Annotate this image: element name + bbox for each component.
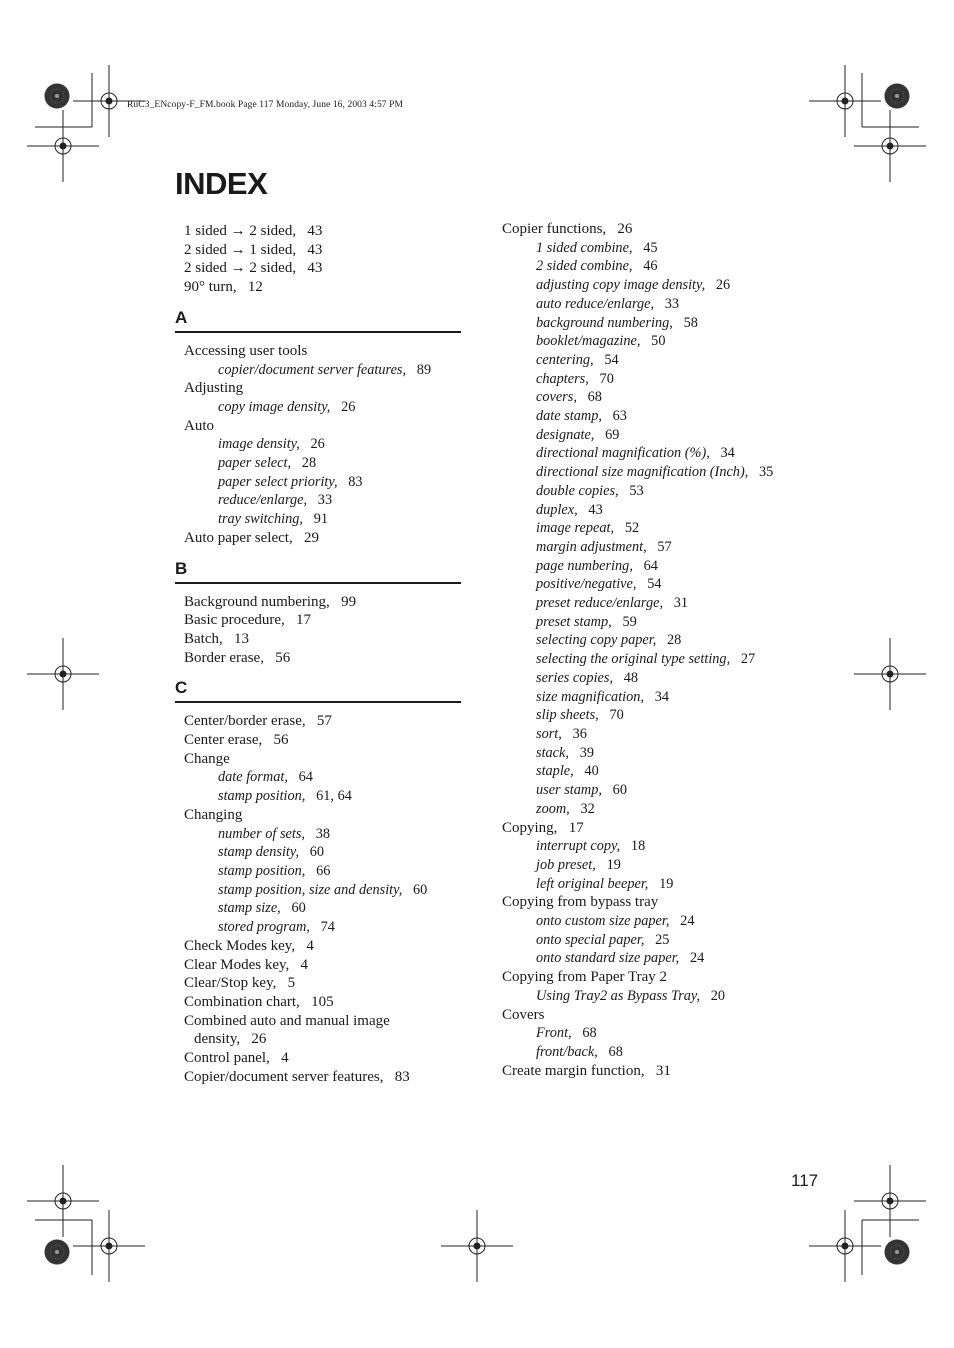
registration-mark (854, 638, 926, 710)
index-subentry (175, 398, 461, 417)
entry-term: Changing (184, 806, 243, 823)
index-subentry (502, 314, 832, 333)
index-subentry (175, 899, 461, 918)
entry-term: designate, (536, 426, 595, 443)
index-subentry (502, 631, 832, 650)
entry-term: date format, (218, 769, 288, 786)
entry-page-ref: 28 (667, 632, 682, 649)
registration-mark (27, 638, 99, 710)
entry-term: preset reduce/enlarge, (536, 595, 664, 612)
entry-page-ref: 54 (604, 351, 619, 368)
index-entry (175, 649, 461, 668)
entry-page-ref: 61, 64 (316, 788, 352, 805)
entry-page-ref: 54 (647, 576, 662, 593)
entry-term: interrupt copy, (536, 838, 621, 855)
entry-term: staple, (536, 763, 574, 780)
index-subentry (502, 444, 832, 463)
index-subentry (502, 650, 832, 669)
entry-page-ref: 39 (579, 744, 594, 761)
entry-term: Adjusting (184, 380, 244, 397)
entry-term: stamp position, size and density, (218, 881, 403, 898)
entry-term: auto reduce/enlarge, (536, 295, 655, 312)
section-letter-heading: C (175, 678, 461, 703)
entry-page-ref: 91 (313, 511, 329, 528)
entry-page-ref: 74 (320, 919, 335, 936)
color-rosette-mark (885, 84, 910, 109)
entry-term: centering, (536, 351, 594, 368)
entry-page-ref: 38 (315, 825, 330, 842)
index-entry (175, 993, 461, 1012)
index-subentry (502, 781, 832, 800)
entry-term: Clear/Stop key, (184, 975, 277, 992)
entry-term: Copying, (502, 819, 558, 836)
entry-page-ref: 35 (759, 464, 774, 481)
entry-term: Change (184, 750, 230, 767)
index-subentry (502, 538, 832, 557)
entry-page-ref: 40 (584, 763, 599, 780)
section-letter-heading: B (175, 559, 461, 584)
entry-page-ref: 58 (683, 314, 698, 331)
entry-page-ref: 57 (657, 538, 672, 555)
registration-mark (27, 1165, 99, 1237)
entry-term: Clear Modes key, (184, 956, 290, 973)
index-entry (175, 222, 461, 241)
index-entry (175, 1012, 461, 1031)
entry-term: front/back, (536, 1043, 598, 1060)
entry-page-ref: 50 (651, 333, 666, 350)
index-entry (175, 342, 461, 361)
entry-term: stack, (536, 744, 569, 761)
entry-page-ref: 83 (348, 473, 363, 490)
entry-term: sort, (536, 725, 562, 742)
entry-term: date stamp, (536, 408, 602, 425)
entry-term: selecting copy paper, (536, 632, 657, 649)
entry-term: image density, (218, 436, 300, 453)
entry-term: density, (194, 1031, 241, 1048)
entry-term: Basic procedure, (184, 612, 285, 629)
registration-mark (441, 1210, 513, 1282)
entry-term: 90° turn, (184, 279, 237, 296)
entry-page-ref: 43 (588, 501, 603, 518)
index-subentry (502, 800, 832, 819)
entry-term: image repeat, (536, 520, 615, 537)
entry-term: onto custom size paper, (536, 913, 670, 930)
entry-page-ref: 36 (572, 725, 587, 742)
index-column-right (502, 220, 832, 1080)
entry-term: onto special paper, (536, 931, 645, 948)
entry-term: size magnification, (536, 688, 645, 705)
index-subentry (502, 276, 832, 295)
entry-term: copier/document server features, (218, 361, 407, 378)
index-entry (502, 968, 832, 987)
index-subentry (502, 295, 832, 314)
entry-term: Copying from Paper Tray 2 (502, 969, 667, 986)
index-subentry (502, 407, 832, 426)
entry-term: preset stamp, (536, 613, 612, 630)
index-entry (175, 731, 461, 750)
index-entry (502, 893, 832, 912)
registration-mark (27, 110, 99, 182)
entry-term: stamp density, (218, 844, 300, 861)
entry-term: Check Modes key, (184, 937, 296, 954)
entry-page-ref: 68 (582, 1025, 597, 1042)
index-subentry (502, 725, 832, 744)
entry-page-ref: 46 (643, 258, 658, 275)
index-subentry (502, 669, 832, 688)
index-subentry (175, 825, 461, 844)
entry-page-ref: 105 (311, 993, 334, 1010)
entry-page-ref: 63 (612, 408, 627, 425)
index-subentry (502, 744, 832, 763)
index-subentry (502, 351, 832, 370)
entry-term: background numbering, (536, 314, 673, 331)
entry-page-ref: 27 (740, 651, 756, 668)
index-entry (175, 974, 461, 993)
entry-term: covers, (536, 389, 577, 406)
entry-term: zoom, (536, 800, 570, 817)
index-entry (175, 806, 461, 825)
entry-page-ref: 48 (623, 669, 639, 686)
entry-term: Accessing user tools (184, 342, 308, 359)
entry-page-ref: 89 (416, 361, 432, 378)
index-entry (175, 630, 461, 649)
entry-page-ref: 99 (341, 593, 357, 610)
index-entry (175, 611, 461, 630)
entry-term: adjusting copy image density, (536, 277, 706, 294)
entry-page-ref: 43 (307, 241, 323, 258)
entry-term: Center/border erase, (184, 713, 306, 730)
index-entry (175, 750, 461, 769)
entry-term: Center erase, (184, 732, 263, 749)
entry-term: Auto (184, 417, 214, 434)
entry-term: page numbering, (536, 557, 633, 574)
entry-page-ref: 53 (629, 482, 644, 499)
entry-page-ref: 59 (622, 613, 637, 630)
index-entry (502, 819, 832, 838)
entry-term: tray switching, (218, 511, 303, 528)
index-subentry (502, 688, 832, 707)
entry-term: Batch, (184, 630, 223, 647)
registration-mark (73, 1210, 145, 1282)
index-subentry (502, 837, 832, 856)
entry-term: duplex, (536, 501, 578, 518)
color-rosette-mark (885, 1240, 910, 1265)
entry-term: Copier/document server features, (184, 1068, 384, 1085)
entry-term: Background numbering, (184, 593, 330, 610)
entry-page-ref: 45 (643, 239, 658, 256)
entry-page-ref: 34 (720, 445, 735, 462)
color-rosette-mark (45, 1240, 70, 1265)
entry-page-ref: 13 (234, 630, 249, 647)
index-subentry (502, 388, 832, 407)
entry-term: stamp position, (218, 788, 306, 805)
entry-term: stamp size, (218, 900, 281, 917)
entry-term: paper select priority, (218, 473, 338, 490)
index-entry (175, 956, 461, 975)
entry-page-ref: 18 (630, 838, 646, 855)
entry-term: Covers (502, 1006, 545, 1023)
entry-term: series copies, (536, 669, 614, 686)
entry-page-ref: 17 (296, 612, 312, 629)
index-entry (502, 1006, 832, 1025)
entry-page-ref: 69 (605, 426, 620, 443)
entry-term: job preset, (536, 856, 596, 873)
index-subentry (175, 881, 461, 900)
entry-term: 2 sided combine, (536, 258, 633, 275)
entry-page-ref: 4 (300, 956, 308, 973)
index-subentry (502, 912, 832, 931)
entry-term: 2 sided → 1 sided, (184, 241, 297, 258)
entry-term: number of sets, (218, 825, 305, 842)
entry-page-ref: 25 (655, 931, 670, 948)
index-subentry (175, 768, 461, 787)
entry-page-ref: 64 (643, 557, 658, 574)
index-subentry (502, 856, 832, 875)
entry-page-ref: 26 (341, 398, 356, 415)
entry-page-ref: 52 (624, 520, 640, 537)
entry-term: paper select, (218, 455, 292, 472)
index-entry (175, 379, 461, 398)
entry-term: 1 sided → 2 sided, (184, 223, 297, 239)
entry-term: Auto paper select, (184, 529, 293, 546)
entry-page-ref: 83 (394, 1068, 410, 1085)
entry-page-ref: 60 (612, 782, 627, 799)
index-subentry (502, 1043, 832, 1062)
index-subentry (175, 918, 461, 937)
print-header: RuC3_ENcopy-F_FM.book Page 117 Monday, June 16, 2003 4:57 PM (127, 100, 404, 110)
index-subentry (502, 875, 832, 894)
entry-page-ref: 31 (673, 595, 689, 612)
entry-page-ref: 56 (273, 732, 289, 749)
entry-term: directional magnification (%), (536, 445, 710, 462)
entry-term: stored program, (218, 919, 310, 936)
index-subentry (502, 762, 832, 781)
entry-page-ref: 31 (655, 1062, 671, 1079)
entry-term: booklet/magazine, (536, 333, 641, 350)
index-subentry (502, 501, 832, 520)
registration-mark (809, 1210, 881, 1282)
entry-page-ref: 70 (599, 370, 614, 387)
entry-term: 1 sided combine, (536, 239, 633, 256)
index-subentry (502, 257, 832, 276)
index-entry (175, 1068, 461, 1087)
index-subentry (502, 949, 832, 968)
index-entry (175, 259, 461, 278)
entry-page-ref: 19 (659, 875, 674, 892)
entry-page-ref: 60 (413, 881, 428, 898)
entry-page-ref: 26 (310, 436, 325, 453)
entry-term: directional size magnification (Inch), (536, 464, 749, 481)
entry-term: Border erase, (184, 649, 264, 666)
index-entry (175, 241, 461, 260)
index-subentry (502, 426, 832, 445)
entry-page-ref: 66 (316, 862, 331, 879)
index-entry (502, 220, 832, 239)
index-subentry (502, 519, 832, 538)
index-subentry (175, 491, 461, 510)
entry-page-ref: 17 (568, 819, 584, 836)
entry-term: double copies, (536, 482, 619, 499)
entry-page-ref: 43 (307, 260, 323, 277)
index-entry (502, 1062, 832, 1081)
entry-page-ref: 68 (587, 389, 602, 406)
entry-page-ref: 24 (680, 913, 695, 930)
entry-term: Combined auto and manual image (184, 1012, 390, 1029)
index-subentry (502, 575, 832, 594)
page-title: INDEX (175, 166, 268, 201)
entry-term: selecting the original type setting, (536, 651, 731, 668)
entry-page-ref: 19 (606, 856, 621, 873)
entry-term: 2 sided → 2 sided, (184, 260, 297, 277)
entry-term: reduce/enlarge, (218, 492, 308, 509)
index-column-left (175, 222, 461, 1086)
index-subentry (502, 594, 832, 613)
index-subentry (502, 332, 832, 351)
entry-page-ref: 70 (609, 707, 624, 724)
index-subentry (502, 239, 832, 258)
index-subentry (502, 987, 832, 1006)
registration-mark (809, 65, 881, 137)
index-subentry (502, 482, 832, 501)
entry-page-ref: 5 (287, 975, 296, 992)
entry-page-ref: 33 (664, 295, 680, 312)
entry-page-ref: 34 (654, 688, 670, 705)
section-letter-heading: A (175, 308, 461, 333)
entry-term: Copier functions, (502, 221, 607, 237)
entry-term: onto standard size paper, (536, 950, 680, 967)
entry-page-ref: 24 (689, 950, 705, 967)
registration-mark (854, 1165, 926, 1237)
entry-term: positive/negative, (536, 576, 637, 593)
index-subentry (502, 557, 832, 576)
entry-page-ref: 60 (309, 844, 325, 861)
entry-term: Using Tray2 as Bypass Tray, (536, 987, 701, 1004)
entry-term: copy image density, (218, 398, 331, 415)
index-subentry (502, 931, 832, 950)
index-entry (175, 712, 461, 731)
entry-page-ref: 60 (291, 900, 306, 917)
entry-term: stamp position, (218, 862, 306, 879)
entry-page-ref: 4 (306, 937, 314, 954)
index-subentry (175, 843, 461, 862)
entry-term: Combination chart, (184, 993, 300, 1010)
entry-page-ref: 32 (580, 800, 595, 817)
entry-term: chapters, (536, 370, 589, 387)
index-subentry (502, 370, 832, 389)
entry-term: Control panel, (184, 1050, 270, 1067)
entry-page-ref: 64 (298, 769, 313, 786)
entry-page-ref: 56 (275, 649, 291, 666)
index-subentry (175, 361, 461, 380)
entry-term: slip sheets, (536, 707, 599, 724)
registration-mark (854, 110, 926, 182)
entry-page-ref: 28 (301, 455, 317, 472)
entry-page-ref: 57 (316, 713, 332, 730)
index-entry (175, 1030, 461, 1049)
entry-term: left original beeper, (536, 875, 649, 892)
entry-term: Front, (536, 1025, 572, 1042)
color-rosette-mark (45, 84, 70, 109)
index-subentry (175, 454, 461, 473)
entry-term: Create margin function, (502, 1062, 645, 1079)
index-subentry (502, 463, 832, 482)
entry-term: Copying from bypass tray (502, 894, 659, 911)
index-entry (175, 1049, 461, 1068)
index-subentry (175, 435, 461, 454)
entry-term: user stamp, (536, 782, 602, 799)
index-entry (175, 278, 461, 297)
index-subentry (175, 510, 461, 529)
entry-page-ref: 26 (251, 1031, 267, 1048)
entry-page-ref: 20 (710, 987, 726, 1004)
entry-page-ref: 33 (317, 492, 333, 509)
index-entry (175, 417, 461, 436)
entry-page-ref: 68 (608, 1043, 623, 1060)
entry-page-ref: 29 (303, 529, 319, 546)
index-subentry (502, 1024, 832, 1043)
index-subentry (175, 473, 461, 492)
entry-page-ref: 12 (247, 279, 263, 296)
entry-page-ref: 26 (715, 277, 731, 294)
entry-page-ref: 26 (617, 221, 633, 237)
page-number: 117 (791, 1171, 819, 1190)
entry-term: margin adjustment, (536, 538, 647, 555)
index-subentry (175, 862, 461, 881)
index-entry (175, 593, 461, 612)
index-entry (175, 937, 461, 956)
index-subentry (175, 787, 461, 806)
index-entry (175, 529, 461, 548)
index-subentry (502, 706, 832, 725)
entry-page-ref: 4 (281, 1050, 289, 1067)
index-subentry (502, 613, 832, 632)
entry-page-ref: 43 (307, 223, 323, 239)
